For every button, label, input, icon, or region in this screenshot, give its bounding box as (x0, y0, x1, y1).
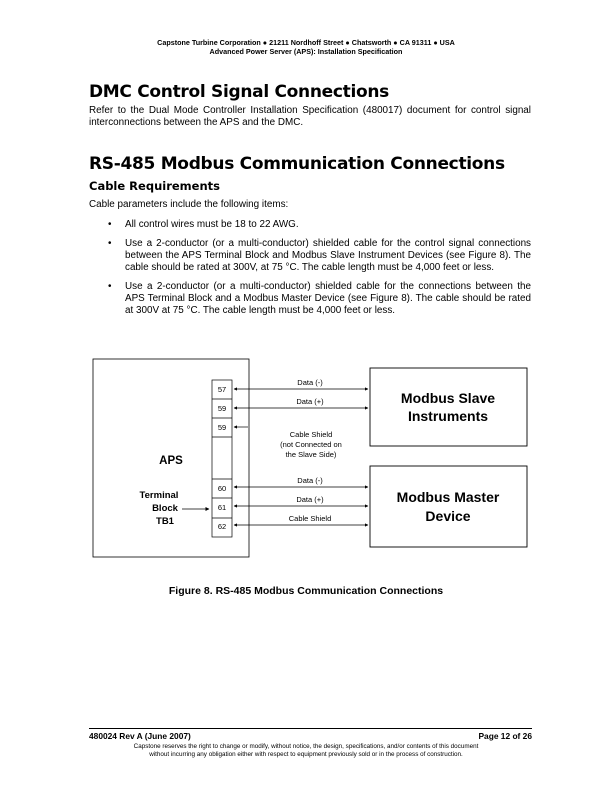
list-item-text: All control wires must be 18 to 22 AWG. (125, 219, 299, 230)
terminal-block-label-line1: Terminal (139, 490, 179, 501)
section-paragraph-dmc: Refer to the Dual Mode Controller Installation Specification (480017) document for control signal interconnections between the APS and the DMC. (89, 105, 531, 128)
aps-label: APS (159, 455, 183, 467)
shield-note-line1: Cable Shield (289, 430, 333, 439)
shield-note-line3: the Slave Side) (285, 450, 337, 459)
list-item-text: Use a 2-conductor (or a multi-conductor) shielded cable for the control signal connections between the APS Terminal Block and Modbus Slave Instrument Devices (see Figure 8). The cable should be rated at 300V, at 75 °C. The cable length must be 4,000 feet or less. (125, 238, 531, 273)
modbus-master-box (370, 466, 527, 547)
terminal-strip (212, 380, 232, 537)
terminal-62: 62 (217, 522, 227, 531)
modbus-slave-label-line1: Modbus Slave (400, 390, 496, 406)
bullet-icon: • (108, 219, 112, 230)
modbus-master-label-line2: Device (425, 508, 471, 524)
footer-doc-id: 480024 Rev A (June 2007) (89, 731, 191, 741)
footer-disclaimer-line2: without incurring any obligation either with respect to equipment previously sold or in the process of construction. (149, 751, 463, 758)
terminal-59-b: 59 (217, 423, 227, 432)
terminal-59-a: 59 (217, 404, 227, 413)
cable-intro: Cable parameters include the following items: (89, 199, 289, 210)
connection-label: Data (+) (296, 397, 324, 406)
footer-divider (89, 728, 532, 729)
connection-label: Data (+) (296, 495, 324, 504)
modbus-slave-box (370, 368, 527, 446)
section-title-dmc: DMC Control Signal Connections (89, 82, 389, 102)
shield-note-line2: (not Connected on (280, 440, 342, 449)
connection-label: Data (-) (297, 378, 323, 387)
terminal-61: 61 (217, 503, 227, 512)
header-company-line: Capstone Turbine Corporation ● 21211 Nordhoff Street ● Chatsworth ● CA 91311 ● USA (157, 38, 455, 47)
subsection-title-cable: Cable Requirements (89, 179, 220, 193)
bullet-icon: • (108, 238, 112, 249)
terminal-60: 60 (217, 484, 227, 493)
footer-page-number: Page 12 of 26 (478, 731, 532, 741)
header-document-line: Advanced Power Server (APS): Installation Specification (209, 47, 403, 56)
section-title-rs485: RS-485 Modbus Communication Connections (89, 154, 505, 174)
list-item-text: Use a 2-conductor (or a multi-conductor) shielded cable for the connections between the APS Terminal Block and a Modbus Master Device (see Figure 8). The cable should be rated at 300V at 75 °C. The cable length must be 4,000 feet or less. (125, 281, 531, 316)
connection-label: Data (-) (297, 476, 323, 485)
terminal-block-label-line2: Block (152, 503, 178, 514)
terminal-block-label-line3: TB1 (156, 516, 174, 527)
modbus-master-label-line1: Modbus Master (396, 489, 500, 505)
connection-label: Cable Shield (288, 514, 332, 523)
bullet-icon: • (108, 281, 112, 292)
footer-disclaimer (0, 743, 612, 759)
terminal-57: 57 (217, 385, 227, 394)
footer-disclaimer-line1: Capstone reserves the right to change or modify, without notice, the design, specifications, and/or contents of this document (133, 743, 479, 750)
modbus-slave-label-line2: Instruments (407, 408, 489, 424)
figure-caption: Figure 8. RS-485 Modbus Communication Connections (168, 585, 444, 597)
